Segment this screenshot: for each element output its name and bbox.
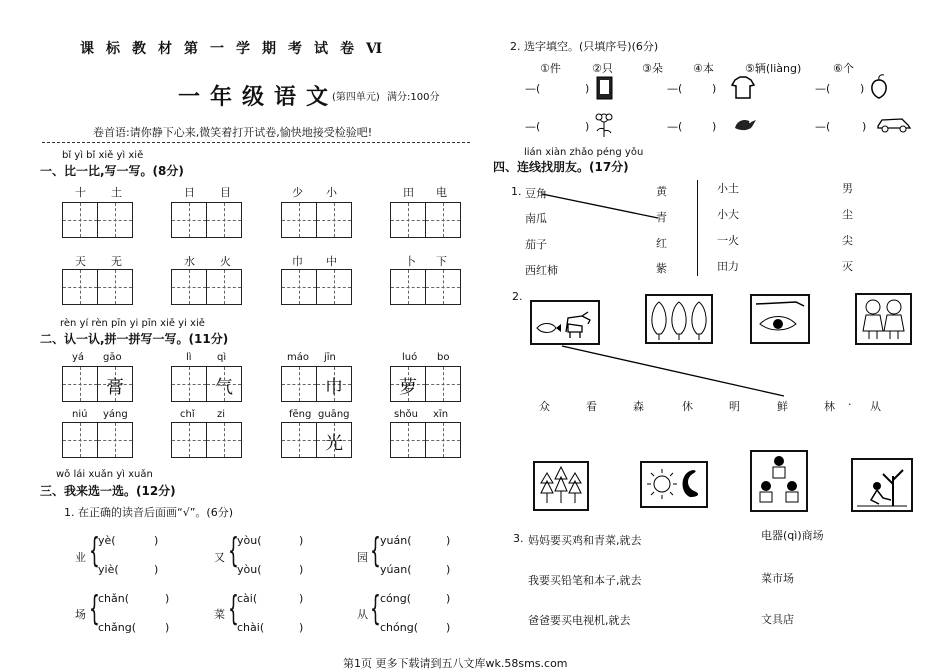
unit-label: (第四单元) <box>332 92 380 103</box>
choice-option[interactable]: yè( <box>98 534 116 547</box>
sentence[interactable]: 妈妈要买鸡和青菜,就去 <box>528 534 642 547</box>
fill-blank-close: ) <box>860 82 865 95</box>
writing-box[interactable] <box>206 202 242 238</box>
pair-char-b: 目 <box>220 186 231 199</box>
syllable: shǒu <box>394 409 419 420</box>
color-word[interactable]: 紫 <box>656 262 667 275</box>
syllable: zi <box>217 409 226 420</box>
fill-blank-close: ) <box>585 120 590 133</box>
pair-char-b: 中 <box>326 255 337 268</box>
fish-goat-picture[interactable] <box>530 300 600 345</box>
trees-icon <box>647 296 711 342</box>
match-char[interactable]: 林 <box>824 400 835 413</box>
column-divider <box>697 180 698 276</box>
writing-box[interactable] <box>316 269 352 305</box>
three-people-icon <box>752 452 806 510</box>
given-char-box: 萝 <box>390 366 426 402</box>
writing-box[interactable] <box>390 422 426 458</box>
match-char[interactable]: 从 <box>870 400 881 413</box>
pair-char-a: 天 <box>75 255 86 268</box>
q-number: 1. <box>511 185 522 198</box>
writing-box[interactable] <box>62 422 98 458</box>
pair-char-b: 土 <box>111 186 122 199</box>
choice-close: ) <box>299 621 304 634</box>
car-icon <box>874 112 914 134</box>
single-char[interactable]: 灭 <box>842 260 853 273</box>
place[interactable]: 菜市场 <box>761 572 794 585</box>
q-number: 2. <box>512 290 523 303</box>
fill-blank[interactable]: —( <box>525 120 541 133</box>
measure-word-option: ⑤辆(liàng) <box>745 62 802 75</box>
sec1-pinyin: bǐ yì bǐ xiě yì xiě <box>62 150 144 161</box>
writing-box[interactable] <box>62 269 98 305</box>
people-picture[interactable] <box>750 450 808 512</box>
fill-blank[interactable]: —( <box>815 82 831 95</box>
syllable: yáng <box>103 409 128 420</box>
single-char[interactable]: 男 <box>842 182 853 195</box>
single-char[interactable]: 尘 <box>842 208 853 221</box>
writing-box[interactable] <box>281 269 317 305</box>
color-word[interactable]: 青 <box>656 211 667 224</box>
vegetable[interactable]: 茄子 <box>525 238 547 251</box>
forest-picture[interactable] <box>533 461 589 511</box>
choice-close: ) <box>299 592 304 605</box>
peach-icon <box>866 72 892 102</box>
sec2-pinyin: rèn yí rèn pīn yi pīn xiě yi xiě <box>60 318 205 329</box>
score-label: 满分:100分 <box>387 92 440 103</box>
given-char-box: 膏 <box>97 366 133 402</box>
exam-title: 课标教材第一学期考试卷Ⅵ <box>80 41 395 57</box>
pair-char-a: 卜 <box>405 255 416 268</box>
choice-close: ) <box>154 563 159 576</box>
sentence[interactable]: 爸爸要买电视机,就去 <box>528 614 631 627</box>
eye-picture[interactable] <box>750 294 810 344</box>
choice-option[interactable]: cóng( <box>380 592 412 605</box>
choice-close: ) <box>154 534 159 547</box>
writing-box[interactable] <box>171 202 207 238</box>
choice-option[interactable]: yòu( <box>237 534 262 547</box>
measure-word-option: ⑥个 <box>833 62 854 75</box>
vegetable[interactable]: 西红柿 <box>525 264 558 277</box>
syllable: niú <box>72 409 88 420</box>
choice-close: ) <box>299 534 304 547</box>
writing-box[interactable] <box>97 269 133 305</box>
choice-option[interactable]: cài( <box>237 592 258 605</box>
sec1-title: 一、比一比,写一写。(8分) <box>40 164 184 178</box>
pair-char-a: 水 <box>184 255 195 268</box>
writing-box[interactable] <box>171 269 207 305</box>
syllable: xīn <box>433 409 449 420</box>
match-char: . <box>848 395 852 408</box>
shirt-icon <box>730 74 756 102</box>
match-char[interactable]: 看 <box>586 400 597 413</box>
syllable: jīn <box>324 352 336 363</box>
syllable: qì <box>217 352 227 363</box>
syllable: guāng <box>318 409 350 420</box>
brace: { <box>89 531 100 571</box>
syllable: chǐ <box>180 409 195 420</box>
choice-char: 又 <box>214 551 225 564</box>
choice-option[interactable]: yúan( <box>380 563 412 576</box>
sec2-title: 二、认一认,拼一拼写一写。(11分) <box>40 332 229 346</box>
flower-icon <box>592 109 616 139</box>
choice-option[interactable]: yuán( <box>380 534 412 547</box>
choice-close: ) <box>446 534 451 547</box>
writing-box[interactable] <box>390 269 426 305</box>
pair-char-a: 少 <box>292 186 303 199</box>
match-char[interactable]: 鲜 <box>777 400 788 413</box>
choice-option[interactable]: chài( <box>237 621 265 634</box>
compound-word[interactable]: 田力 <box>717 260 739 273</box>
fill-blank-close: ) <box>712 82 717 95</box>
writing-box[interactable] <box>425 422 461 458</box>
pair-char-b: 火 <box>220 255 231 268</box>
writing-box[interactable] <box>97 202 133 238</box>
choice-close: ) <box>446 592 451 605</box>
fish-goat-icon <box>532 302 598 343</box>
choice-option[interactable]: yòu( <box>237 563 262 576</box>
writing-box[interactable] <box>206 422 242 458</box>
motto: 卷首语:请你静下心来,微笑着打开试卷,愉快地接受检验吧! <box>93 126 373 139</box>
choice-option[interactable]: chǎn( <box>98 592 130 605</box>
color-word[interactable]: 黄 <box>656 185 667 198</box>
match-line <box>540 188 670 228</box>
syllable: bo <box>437 352 450 363</box>
choice-close: ) <box>165 621 170 634</box>
choice-option[interactable]: chóng( <box>380 621 418 634</box>
writing-box[interactable] <box>171 366 207 402</box>
eye-hand-icon <box>752 296 808 342</box>
divider <box>42 142 470 143</box>
sec3-title: 三、我来选一选。(12分) <box>40 484 176 498</box>
brace: { <box>89 589 100 629</box>
writing-box[interactable] <box>425 202 461 238</box>
sec3-q1: 1. 在正确的读音后面画“√”。(6分) <box>64 506 233 519</box>
book-icon <box>594 74 616 102</box>
writing-box[interactable] <box>425 269 461 305</box>
choice-close: ) <box>446 563 451 576</box>
choice-char: 园 <box>357 551 368 564</box>
brace: { <box>228 531 239 571</box>
vegetable[interactable]: 豆角 <box>525 187 547 200</box>
sentence[interactable]: 我要买铅笔和本子,就去 <box>528 574 642 587</box>
single-char[interactable]: 尖 <box>842 234 853 247</box>
compound-word[interactable]: 小大 <box>717 208 739 221</box>
writing-box[interactable] <box>425 366 461 402</box>
writing-box[interactable] <box>62 366 98 402</box>
pair-char-a: 日 <box>184 186 195 199</box>
compound-word[interactable]: 一火 <box>717 234 739 247</box>
two-children-icon <box>857 295 910 343</box>
syllable: gāo <box>103 352 122 363</box>
fill-blank[interactable]: —( <box>667 82 683 95</box>
given-char-box: 气 <box>206 366 242 402</box>
writing-box[interactable] <box>316 202 352 238</box>
writing-box[interactable] <box>97 422 133 458</box>
match-char[interactable]: 休 <box>682 400 693 413</box>
syllable: máo <box>287 352 309 363</box>
fill-blank[interactable]: —( <box>667 120 683 133</box>
match-line <box>560 342 790 402</box>
measure-word-option: ②只 <box>592 62 613 75</box>
brace: { <box>370 589 381 629</box>
pair-char-b: 小 <box>326 186 337 199</box>
place[interactable]: 文具店 <box>761 613 794 626</box>
bird-icon <box>731 110 759 136</box>
sec3-pinyin: wǒ lái xuǎn yì xuǎn <box>56 469 153 480</box>
color-word[interactable]: 红 <box>656 237 667 250</box>
choice-close: ) <box>446 621 451 634</box>
trees-picture[interactable] <box>645 294 713 344</box>
forest-icon <box>535 463 587 509</box>
sec4-pinyin: lián xiàn zhǎo péng yǒu <box>524 147 644 158</box>
choice-char: 菜 <box>214 608 225 621</box>
match-char[interactable]: 森 <box>633 400 644 413</box>
match-char[interactable]: 明 <box>729 400 740 413</box>
syllable: lì <box>186 352 192 363</box>
brace: { <box>370 531 381 571</box>
sec4-title: 四、连线找朋友。(17分) <box>493 160 629 174</box>
vegetable[interactable]: 南瓜 <box>525 212 547 225</box>
choice-option[interactable]: yiè( <box>98 563 119 576</box>
choice-option[interactable]: chǎng( <box>98 621 137 634</box>
given-char-box: 巾 <box>316 366 352 402</box>
footer: 第1页 更多下载请到五八文库wk.58sms.com <box>343 657 568 670</box>
syllable: luó <box>402 352 418 363</box>
fill-blank-close: ) <box>585 82 590 95</box>
writing-box[interactable] <box>281 422 317 458</box>
children-picture[interactable] <box>855 293 912 345</box>
compound-word[interactable]: 小土 <box>717 182 739 195</box>
place[interactable]: 电器(qì)商场 <box>761 529 824 542</box>
match-char[interactable]: 众 <box>539 400 550 413</box>
fill-blank-close: ) <box>862 120 867 133</box>
fill-blank[interactable]: —( <box>815 120 831 133</box>
choice-char: 业 <box>75 551 86 564</box>
writing-box[interactable] <box>281 366 317 402</box>
pair-char-b: 下 <box>436 255 447 268</box>
choice-char: 从 <box>357 608 368 621</box>
writing-box[interactable] <box>390 202 426 238</box>
measure-word-option: ④本 <box>693 62 714 75</box>
choice-close: ) <box>299 563 304 576</box>
syllable: yá <box>72 352 85 363</box>
writing-box[interactable] <box>171 422 207 458</box>
measure-word-option: ①件 <box>540 62 561 75</box>
given-char-box: 光 <box>316 422 352 458</box>
choice-char: 场 <box>75 608 86 621</box>
sec3-q2-title: 2. 选字填空。(只填序号)(6分) <box>510 40 659 53</box>
choice-close: ) <box>165 592 170 605</box>
pair-char-a: 十 <box>75 186 86 199</box>
measure-word-option: ③朵 <box>642 62 663 75</box>
pair-char-b: 电 <box>436 186 447 199</box>
writing-box[interactable] <box>281 202 317 238</box>
person-resting-tree-icon <box>853 460 911 510</box>
fill-blank-close: ) <box>712 120 717 133</box>
subject-title: 一年级语文 <box>178 84 339 110</box>
pair-char-b: 无 <box>111 255 122 268</box>
writing-box[interactable] <box>62 202 98 238</box>
brace: { <box>228 589 239 629</box>
pair-char-a: 田 <box>403 186 414 199</box>
rest-picture[interactable] <box>851 458 913 512</box>
syllable: fēng <box>289 409 312 420</box>
sun-moon-icon <box>642 463 706 506</box>
fill-blank[interactable]: —( <box>525 82 541 95</box>
sun-moon-picture[interactable] <box>640 461 708 508</box>
q-number: 3. <box>513 532 524 545</box>
writing-box[interactable] <box>206 269 242 305</box>
pair-char-a: 巾 <box>292 255 303 268</box>
